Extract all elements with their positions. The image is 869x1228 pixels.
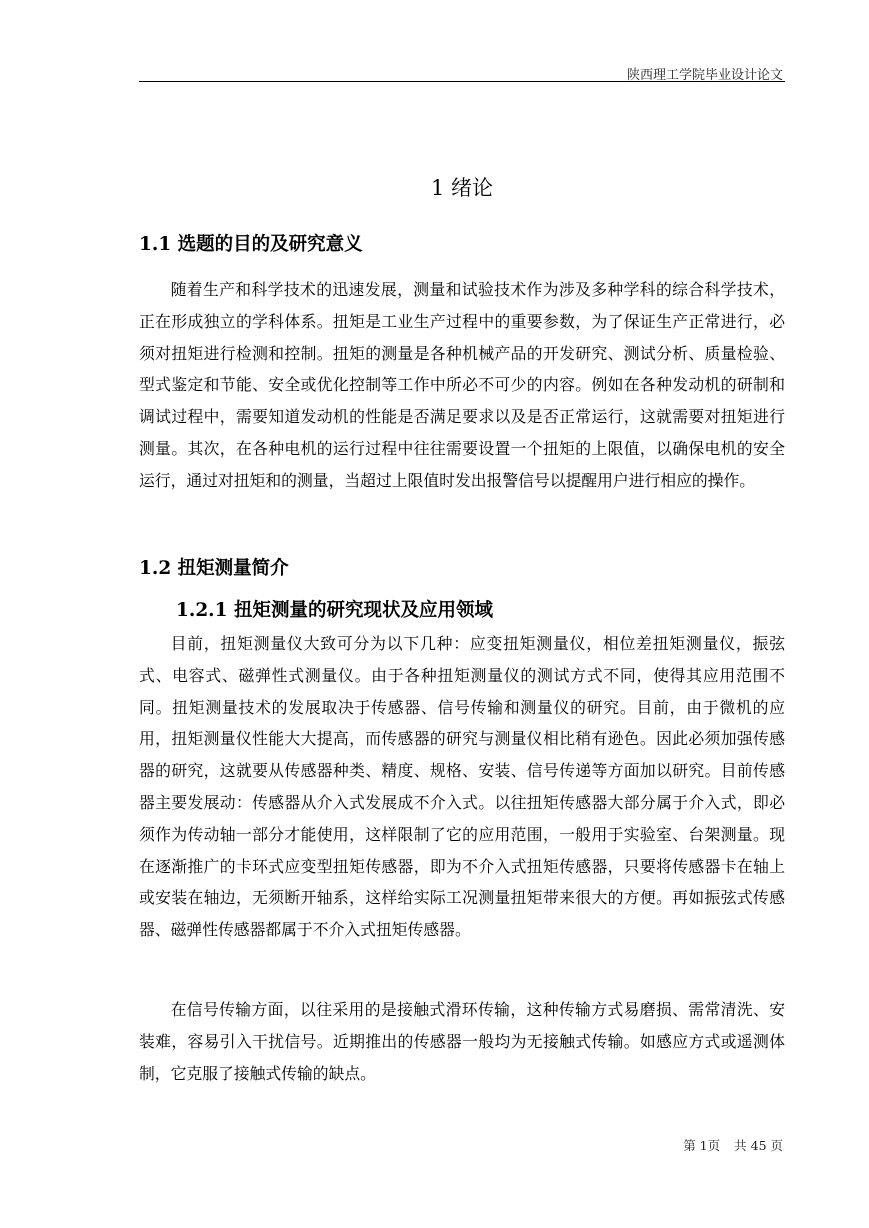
section-heading-1-1: 1.1 选题的目的及研究意义: [139, 234, 363, 255]
paragraph-1-2-1-a: 目前，扭矩测量仪大致可分为以下几种：应变扭矩测量仪，相位差扭矩测量仪，振弦式、电容式、磁弹性式测量仪。由于各种扭矩测量仪的测试方式不同，使得其应用范围不同。扭矩测量技术的发展取决于传感器、信号传输和测量仪的研究。目前，由于微机的应用，扭矩测量仪性能大大提高，而传感器的研究与测量仪相比稍有逊色。因此必须加强传感器的研究，这就要从传感器种类、精度、规格、安装、信号传递等方面加以研究。目前传感器主要发展动：传感器从介入式发展成不介入式。以往扭矩传感器大部分属于介入式，即必须作为传动轴一部分才能使用，这样限制了它的应用范围，一般用于实验室、台架测量。现在逐渐推广的卡环式应变型扭矩传感器，即为不介入式扭矩传感器，只要将传感器卡在轴上或安装在轴边，无须断开轴系，这样给实际工况测量扭矩带来很大的方便。再如振弦式传感器、磁弹性传感器都属于不介入式扭矩传感器。: [139, 634, 785, 940]
subsection-heading-1-2-1: 1.2.1 扭矩测量的研究现状及应用领域: [176, 600, 493, 621]
page-number: 第 1页: [683, 1138, 721, 1153]
section-heading-1-2: 1.2 扭矩测量简介: [139, 558, 289, 579]
paragraph-1-2-1-b: 在信号传输方面，以往采用的是接触式滑环传输，这种传输方式易磨损、需常清洗、安装难，容易引入干扰信号。近期推出的传感器一般均为无接触式传输。如感应方式或遥测体制，它克服了接触式传输的缺点。: [139, 1000, 785, 1083]
chapter-title: 1 绪论: [430, 176, 494, 200]
page-footer: [669, 1136, 783, 1154]
page-total: 共 45 页: [734, 1138, 783, 1153]
running-header: 陕西理工学院毕业设计论文: [626, 68, 783, 83]
paragraph-1-1: 随着生产和科学技术的迅速发展，测量和试验技术作为涉及多种学科的综合科学技术，正在形成独立的学科体系。扭矩是工业生产过程中的重要参数，为了保证生产正常进行，必须对扭矩进行检测和控制。扭矩的测量是各种机械产品的开发研究、测试分析、质量检验、型式鉴定和节能、安全或优化控制等工作中所必不可少的内容。例如在各种发动机的研制和调试过程中，需要知道发动机的性能是否满足要求以及是否正常运行，这就需要对扭矩进行测量。其次，在各种电机的运行过程中往往需要设置一个扭矩的上限值，以确保电机的安全运行，通过对扭矩和的测量，当超过上限值时发出报警信号以提醒用户进行相应的操作。: [139, 280, 785, 490]
header-rule: [139, 81, 785, 82]
